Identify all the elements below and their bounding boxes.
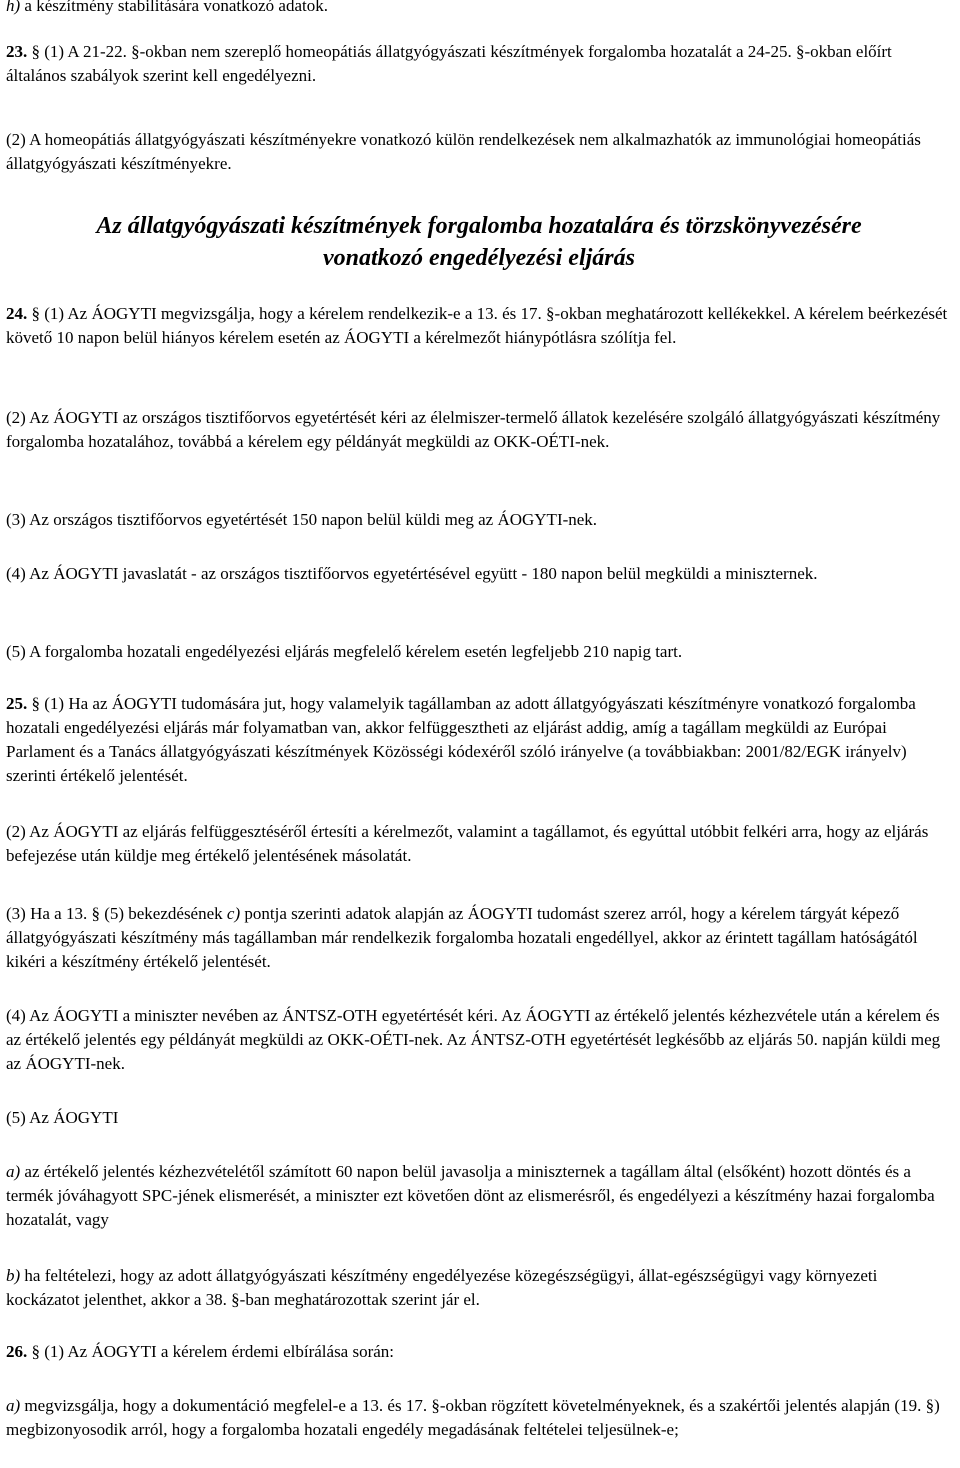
paragraph-text: (3) Az országos tisztifőorvos egyetértését 150 napon belül küldi meg az ÁOGYTI-nek. xyxy=(6,510,598,529)
paragraph-25-5 xyxy=(6,1106,952,1130)
paragraph-text: (2) Az ÁOGYTI az országos tisztifőorvos egyetértését kéri az élelmiszer-termelő állatok kezelésére szolgáló állatgyógyászati készítmény forgalomba hozatalához, továbbá a kérelem egy példányát megküldi az OKK-OÉTI-nek. xyxy=(6,408,941,451)
section-number: 24. xyxy=(6,304,28,323)
item-marker: a) xyxy=(6,1396,21,1415)
paragraph-25-4 xyxy=(6,1004,952,1076)
paragraph-text: § (1) Ha az ÁOGYTI tudomására jut, hogy valamelyik tagállamban az adott állatgyógyászati készítményre vonatkozó forgalomba hozatali engedélyezési eljárás már folyamatban van, akkor felfüggesztheti az eljárást addig, amíg a tagállam megküldi az Európai Parlament és a Tanács állatgyógyászati készítmények Közösségi kódexéről szóló irányelve (a továbbiakban: 2001/82/EGK irányelv) szerinti értékelő jelentését. xyxy=(6,694,916,785)
paragraph-25-5-b xyxy=(6,1264,952,1312)
paragraph-text: megvizsgálja, hogy a dokumentáció megfelel-e a 13. és 17. §-okban rögzített követelményeknek, és a szakértői jelentés alapján (19. §) megbizonyosodik arról, hogy a forgalomba hozatali engedély megadásának feltételei teljesülnek-e; xyxy=(6,1396,940,1439)
paragraph-26-a xyxy=(6,1394,952,1442)
paragraph-text: § (1) A 21-22. §-okban nem szereplő homeopátiás állatgyógyászati készítmények forgalomba hozatalát a 24-25. §-okban előírt általános szabályok szerint kell engedélyezni. xyxy=(6,42,892,85)
heading-line-2: vonatkozó engedélyezési eljárás xyxy=(323,245,635,271)
paragraph-25-3 xyxy=(6,902,952,974)
paragraph-text: ha feltételezi, hogy az adott állatgyógyászati készítmény engedélyezése közegészségügyi, állat-egészségügyi vagy környezeti kockázatot jelenthet, akkor a 38. §-ban meghatározottak szerint jár el. xyxy=(6,1266,878,1309)
paragraph-24-5 xyxy=(6,640,952,664)
paragraph-text: § (1) Az ÁOGYTI megvizsgálja, hogy a kérelem rendelkezik-e a 13. és 17. §-okban meghatározott kellékekkel. A kérelem beérkezését követő 10 napon belül hiányos kérelem esetén az ÁOGYTI a kérelmezőt hiánypótlásra szólítja fel. xyxy=(6,304,948,347)
section-number: 26. xyxy=(6,1342,28,1361)
paragraph-25-1 xyxy=(6,692,952,788)
paragraph-text: § (1) Az ÁOGYTI a kérelem érdemi elbírálása során: xyxy=(27,1342,395,1361)
paragraph-text: (3) Ha a 13. § (5) bekezdésének xyxy=(6,904,227,923)
paragraph-text: (5) Az ÁOGYTI xyxy=(6,1108,119,1127)
section-number: 23. xyxy=(6,42,28,61)
item-marker: c) xyxy=(226,904,241,923)
item-marker: b) xyxy=(6,1266,21,1285)
paragraph-text: (4) Az ÁOGYTI a miniszter nevében az ÁNTSZ-OTH egyetértését kéri. Az ÁOGYTI az értékelő jelentés kézhezvétele után a kérelem és az értékelő jelentés egy példányát megküldi az OKK-OÉTI-nek. Az ÁNTSZ-OTH egyetértését legkésőbb az eljárás 50. napján küldi meg az ÁOGYTI-nek. xyxy=(6,1006,941,1073)
paragraph-24-1 xyxy=(6,302,952,350)
paragraph-24-2 xyxy=(6,406,952,454)
item-marker: h) xyxy=(6,0,21,15)
heading-line-1: Az állatgyógyászati készítmények forgalomba hozatalára és törzskönyvezésére xyxy=(96,213,862,239)
paragraph-text: (2) A homeopátiás állatgyógyászati készítményekre vonatkozó külön rendelkezések nem alkalmazhatók az immunológiai homeopátiás állatgyógyászati készítményekre. xyxy=(6,130,921,173)
paragraph-24-4 xyxy=(6,562,952,586)
paragraph-text: (4) Az ÁOGYTI javaslatát - az országos tisztifőorvos egyetértésével együtt - 180 napon belül megküldi a miniszternek. xyxy=(6,564,818,583)
paragraph-25-5-a xyxy=(6,1160,952,1232)
paragraph-text: (2) Az ÁOGYTI az eljárás felfüggesztéséről értesíti a kérelmezőt, valamint a tagállamot, és egyúttal utóbbit felkéri arra, hogy az eljárás befejezése után küldje meg értékelő jelentésének másolatát. xyxy=(6,822,929,865)
paragraph-23-1 xyxy=(6,40,952,88)
paragraph-text: pontja szerinti adatok alapján az ÁOGYTI tudomást szerez arról, hogy a kérelem tárgyát képező állatgyógyászati készítmény más tagállamban már rendelkezik forgalomba hozatali engedéllyel, akkor az érintett tagállam hatóságától kikéri a készítmény értékelő jelentését. xyxy=(6,904,918,971)
section-heading xyxy=(6,210,952,274)
paragraph-25-2 xyxy=(6,820,952,868)
paragraph-text: az értékelő jelentés kézhezvételétől számított 60 napon belül javasolja a miniszternek a tagállam által (elsőként) hozott döntés és a termék jóváhagyott SPC-jének elismerését, a miniszter ezt követően dönt az elismerésről, és engedélyezi a készítmény hazai forgalomba hozatalát, vagy xyxy=(6,1162,935,1229)
paragraph-24-3 xyxy=(6,508,952,532)
paragraph-text: a készítmény stabilitására vonatkozó adatok. xyxy=(20,0,328,15)
section-number: 25. xyxy=(6,694,28,713)
paragraph-23-2 xyxy=(6,128,952,176)
paragraph-26-1 xyxy=(6,1340,952,1364)
paragraph-h xyxy=(6,0,952,18)
paragraph-text: (5) A forgalomba hozatali engedélyezési eljárás megfelelő kérelem esetén legfeljebb 210 napig tart. xyxy=(6,642,683,661)
item-marker: a) xyxy=(6,1162,21,1181)
